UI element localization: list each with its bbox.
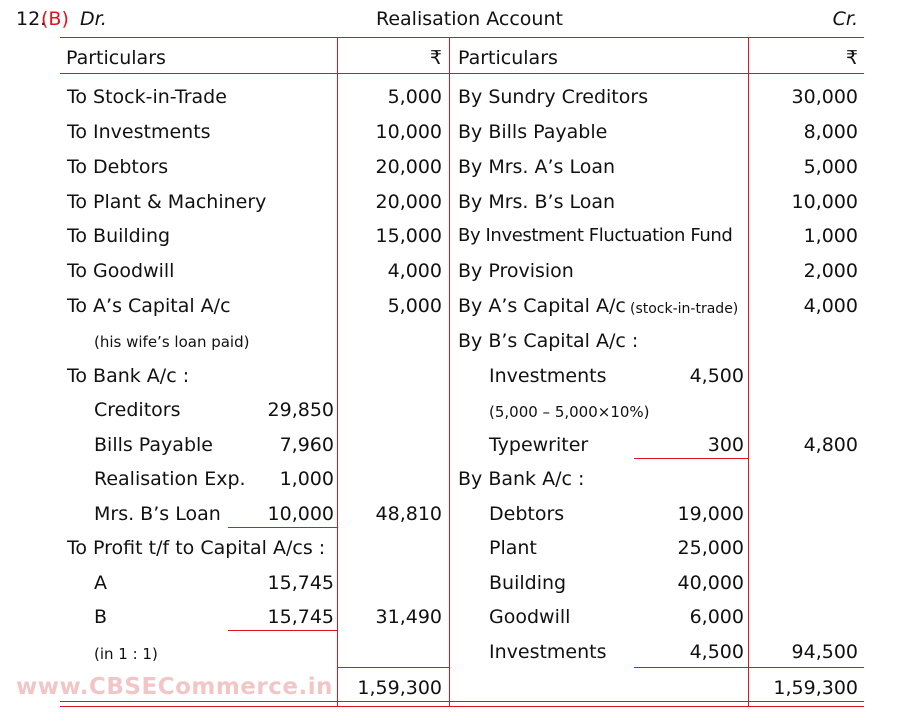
credit-bank-item-label: Plant [489,537,537,559]
debit-profit-subtotal-rule [228,630,337,631]
debit-bank-item-label: Realisation Exp. [94,468,246,490]
debit-grand-total: 1,59,300 [357,677,442,699]
debit-plant-amount: 20,000 [375,191,442,213]
debit-bank-item-amount: 10,000 [267,503,334,525]
credit-mrs-b-label: By Mrs. B’s Loan [458,191,616,213]
debit-bank-item-label: Bills Payable [94,434,213,456]
credit-b-capital-subtotal-rule [634,458,748,459]
credit-b-capital-typewriter-amount: 300 [707,434,744,456]
credit-provision-amount: 2,000 [803,260,858,282]
credit-amount-header: ₹ [845,47,858,69]
credit-bank-item-amount: 19,000 [677,503,744,525]
debit-profit-total: 31,490 [375,606,442,628]
debit-profit-ratio-note: (in 1 : 1) [94,645,158,663]
credit-bank-item-label: Building [489,572,567,594]
debit-bank-subtotal-rule [228,527,337,528]
credit-b-capital-investments-label: Investments [489,365,607,387]
credit-a-capital-amount: 4,000 [803,295,858,317]
debit-debtors-label: To Debtors [67,156,169,178]
credit-mrs-a-amount: 5,000 [803,156,858,178]
debit-stock-label: To Stock-in-Trade [67,86,227,108]
credit-bank-item-label: Debtors [489,503,565,525]
credit-bank-item-amount: 40,000 [677,572,744,594]
debit-bank-item-label: Creditors [94,399,181,421]
credit-grand-total: 1,59,300 [773,677,858,699]
credit-creditors-label: By Sundry Creditors [458,86,649,108]
debit-investments-label: To Investments [67,121,211,143]
credit-b-capital-typewriter-label: Typewriter [489,434,589,456]
debit-a-capital-amount: 5,000 [387,295,442,317]
credit-bank-item-amount: 6,000 [689,606,744,628]
debit-a-capital-note: (his wife’s loan paid) [94,333,250,351]
credit-bank-item-amount: 4,500 [689,641,744,663]
credit-bank-item-label: Investments [489,641,607,663]
debit-amount-header: ₹ [429,47,442,69]
credit-a-capital-note: (stock-in-trade) [630,301,739,317]
debit-plant-label: To Plant & Machinery [67,191,267,213]
debit-investments-amount: 10,000 [375,121,442,143]
credit-mrs-b-amount: 10,000 [791,191,858,213]
credit-a-capital-label: By A’s Capital A/c [458,295,626,317]
debit-goodwill-amount: 4,000 [387,260,442,282]
credit-particulars-header: Particulars [458,47,558,69]
credit-bank-item-amount: 25,000 [677,537,744,559]
divider-credit-amount [748,37,749,707]
credit-b-capital-total: 4,800 [803,434,858,456]
credit-ifr-amount: 1,000 [803,225,858,247]
debit-bank-item-label: Mrs. B’s Loan [94,503,221,525]
credit-b-capital-calc-note: (5,000 – 5,000×10%) [489,403,650,421]
header-rule [60,73,864,74]
debit-building-amount: 15,000 [375,225,442,247]
credit-bank-total: 94,500 [791,641,858,663]
debit-building-label: To Building [67,225,171,247]
credit-total-top-rule [634,667,864,668]
debit-stock-amount: 5,000 [387,86,442,108]
debit-bank-total: 48,810 [375,503,442,525]
total-bottom-rule-2 [60,706,864,707]
credit-b-capital-label: By B’s Capital A/c : [458,330,639,352]
credit-bills-amount: 8,000 [803,121,858,143]
debit-profit-item-label: A [94,572,107,594]
debit-bank-item-amount: 7,960 [279,434,334,456]
debit-profit-item-amount: 15,745 [267,606,334,628]
credit-b-capital-investments-amount: 4,500 [689,365,744,387]
debit-bank-item-amount: 1,000 [279,468,334,490]
debit-bank-label: To Bank A/c : [67,365,190,387]
credit-bank-item-label: Goodwill [489,606,571,628]
account-title: Realisation Account [376,8,563,30]
credit-bills-label: By Bills Payable [458,121,608,143]
debit-profit-label: To Profit t/f to Capital A/cs : [67,537,326,559]
divider-center [449,37,450,707]
cr-label: Cr. [832,8,858,30]
question-part: (B) [41,8,69,30]
site-watermark: www.CBSECommerce.in [16,674,333,700]
debit-total-top-rule [337,667,450,668]
credit-provision-label: By Provision [458,260,574,282]
debit-profit-item-amount: 15,745 [267,572,334,594]
credit-bank-label: By Bank A/c : [458,468,585,490]
debit-a-capital-label: To A’s Capital A/c [67,295,231,317]
dr-label: Dr. [80,8,107,30]
credit-creditors-amount: 30,000 [791,86,858,108]
debit-bank-item-amount: 29,850 [267,399,334,421]
debit-particulars-header: Particulars [66,47,166,69]
credit-mrs-a-label: By Mrs. A’s Loan [458,156,616,178]
total-bottom-rule-1 [60,701,864,702]
debit-profit-item-label: B [94,606,108,628]
debit-debtors-amount: 20,000 [375,156,442,178]
credit-ifr-label: By Investment Fluctuation Fund [458,225,733,246]
question-number: 12. [16,8,47,30]
top-rule [60,37,864,38]
divider-debit-amount [337,37,338,707]
debit-goodwill-label: To Goodwill [67,260,175,282]
